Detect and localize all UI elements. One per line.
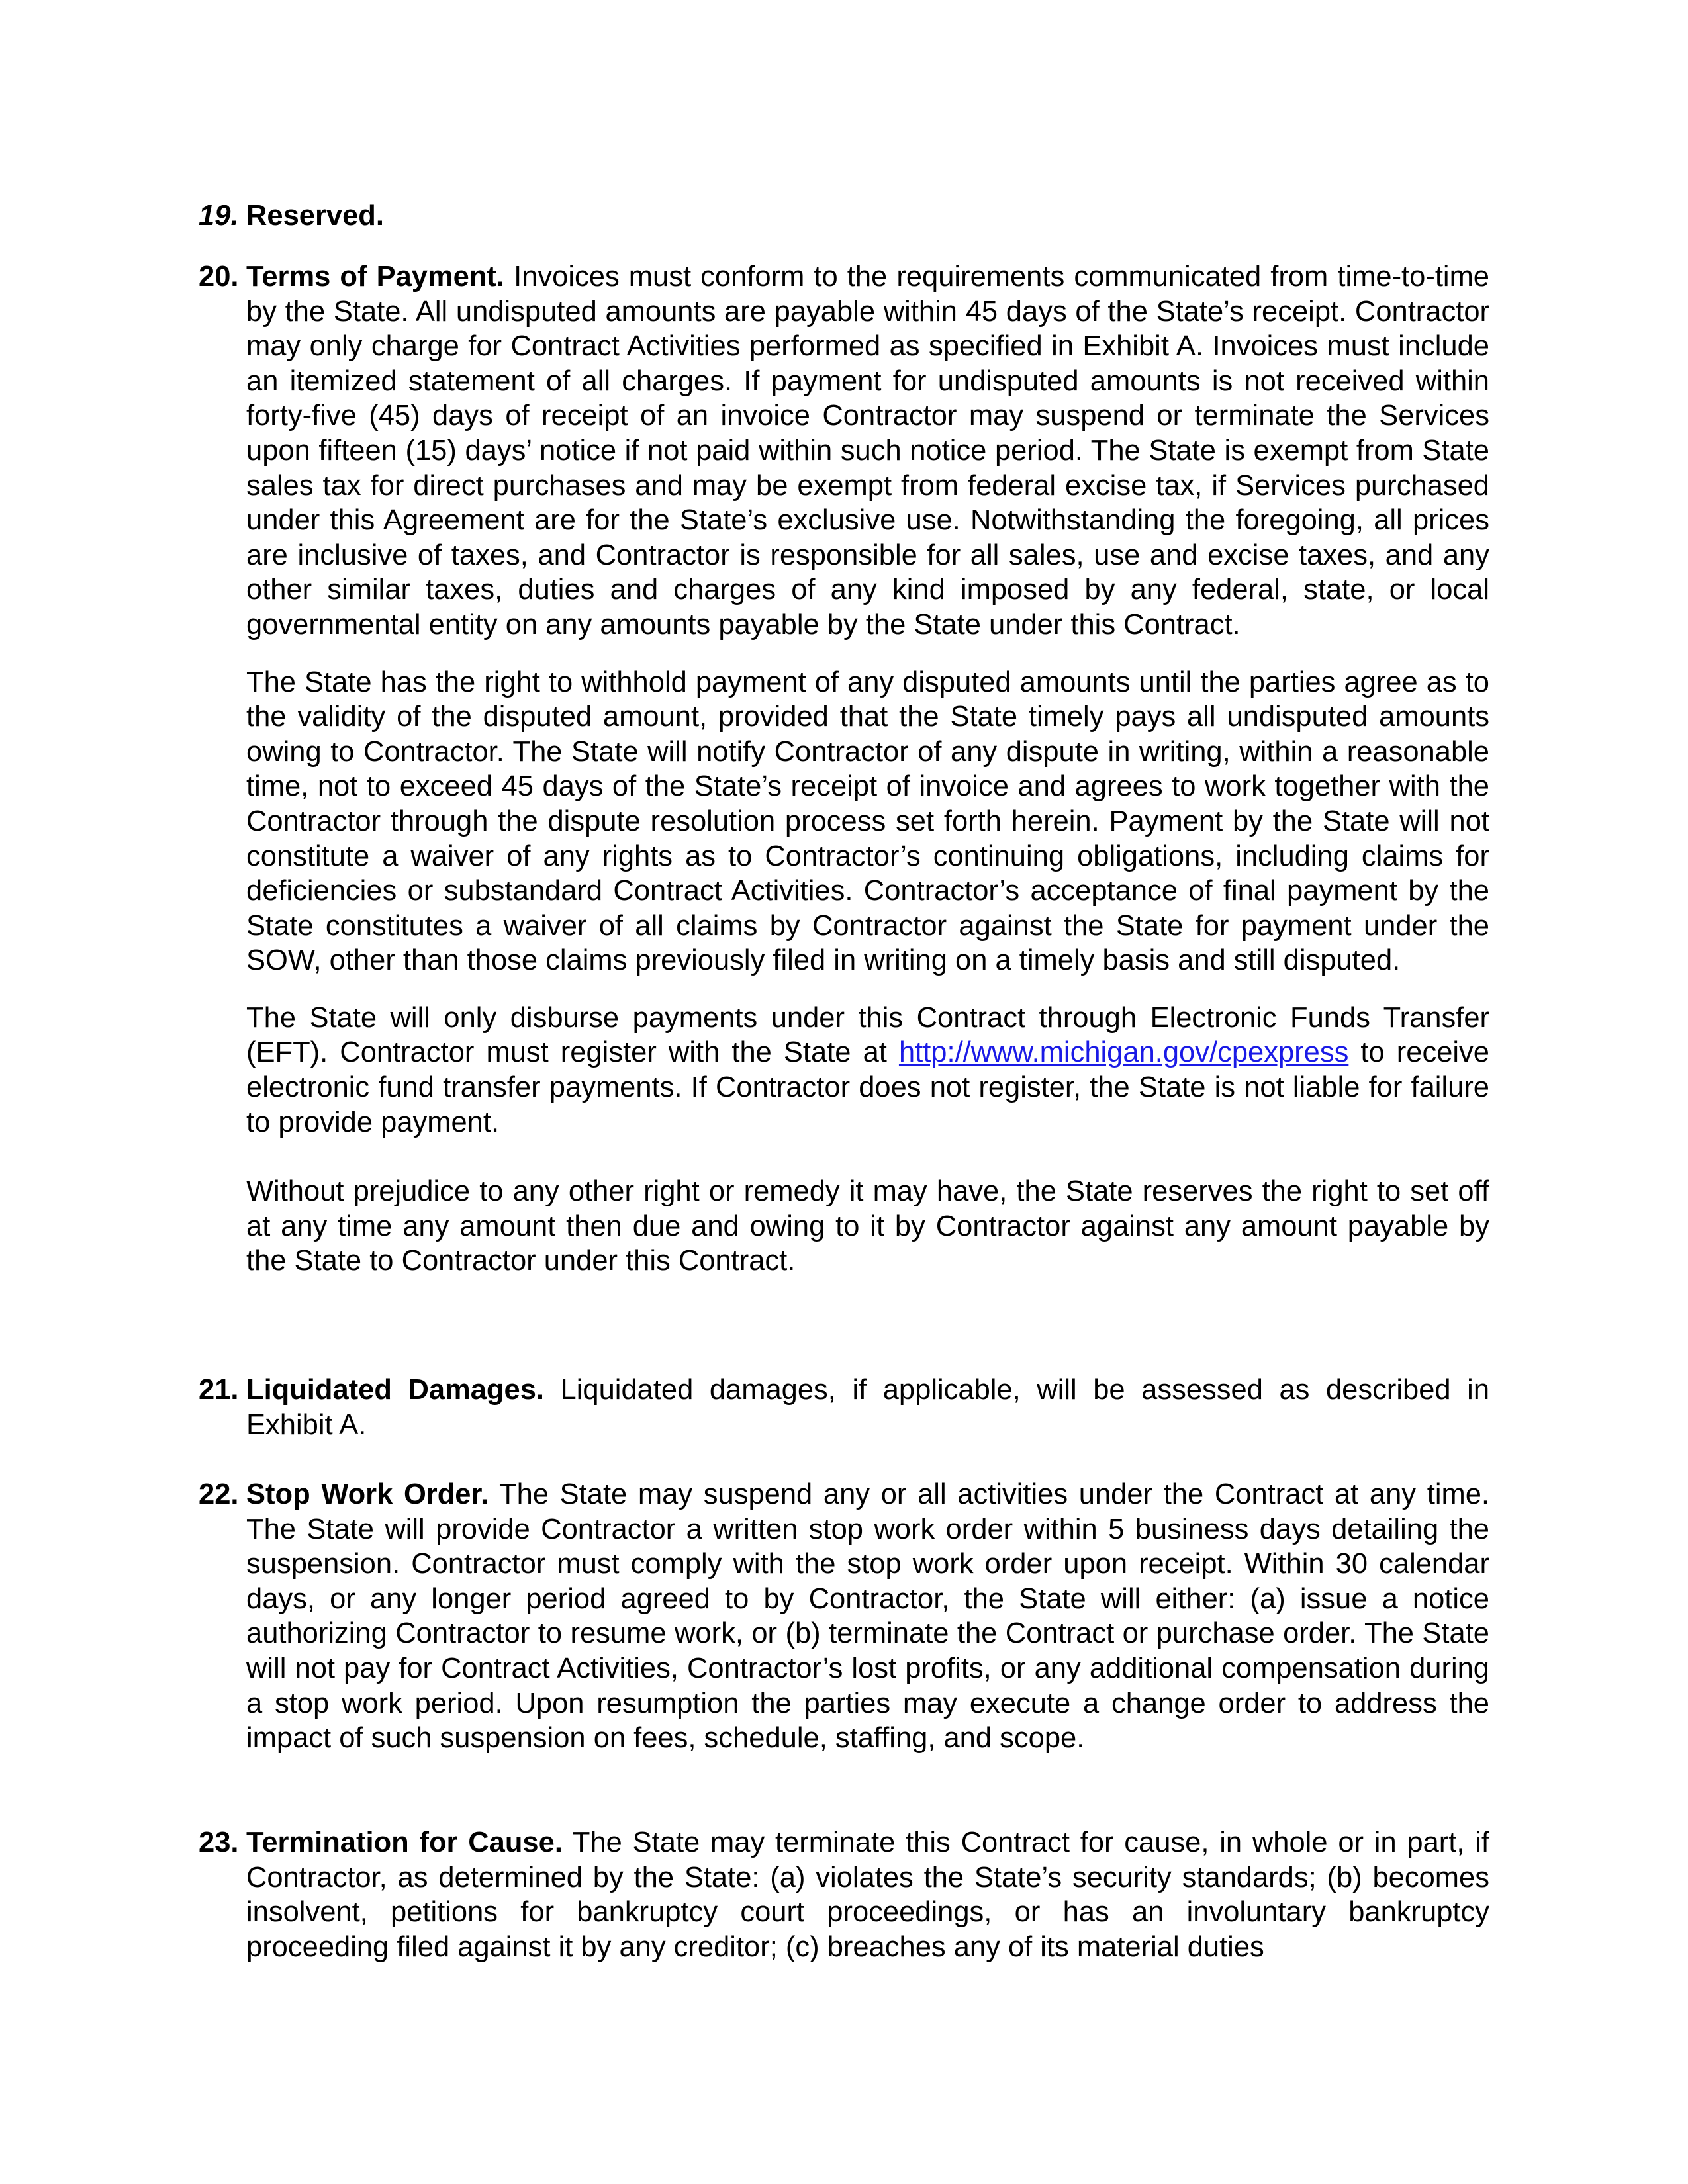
section-23 bbox=[199, 1825, 1489, 1964]
paragraph-text: The State will only disburse payments under this Contract through Electronic Funds Transfer (EFT). Contractor must register with the State at bbox=[246, 1001, 1489, 1069]
paragraph-text: The State may suspend any or all activities under the Contract at any time. The State will provide Contractor a written stop work order within 5 business days detailing the suspension. Contractor must comply with the stop work order upon receipt. Within 30 calendar days, or any longer period agreed to by Contractor, the State will either: (a) issue a notice authorizing Contractor to resume work, or (b) terminate the Contract or purchase order. The State will not pay for Contract Activities, Contractor’s lost profits, or any additional compensation during a stop work period. Upon resumption the parties may execute a change order to address the impact of such suspension on fees, schedule, staffing, and scope. bbox=[246, 1479, 1489, 1754]
section-number: 20. bbox=[199, 261, 239, 293]
section-20 bbox=[199, 259, 1489, 1279]
section-paragraph bbox=[246, 1477, 1489, 1756]
section-number: 21. bbox=[199, 1374, 239, 1406]
section-title: Liquidated Damages. bbox=[246, 1374, 544, 1406]
section-paragraph bbox=[246, 259, 1489, 643]
section-paragraph bbox=[246, 1825, 1489, 1964]
paragraph-text: Without prejudice to any other right or remedy it may have, the State reserves the right to set off at any time any amount then due and owing to it by Contractor against any amount payable by the State to Contractor under this Contract. bbox=[246, 1175, 1489, 1277]
section-number: 23. bbox=[199, 1827, 239, 1858]
section-19 bbox=[199, 199, 1489, 234]
section-22 bbox=[199, 1477, 1489, 1756]
paragraph-text: Invoices must conform to the requirements communicated from time-to-time by the State. All undisputed amounts are payable within 45 days of the State’s receipt. Contractor may only charge for Contract Activities performed as specified in Exhibit A. Invoices must include an itemized statement of all charges. If payment for undisputed amounts is not received within forty-five (45) days of receipt of an invoice Contractor may suspend or terminate the Services upon fifteen (15) days’ notice if not paid within such notice period. The State is exempt from State sales tax for direct purchases and may be exempt from federal excise tax, if Services purchased under this Agreement are for the State’s exclusive use. Notwithstanding the foregoing, all prices are inclusive of taxes, and Contractor is responsible for all sales, use and excise taxes, and any other similar taxes, duties and charges of any kind imposed by any federal, state, or local governmental entity on any amounts payable by the State under this Contract. bbox=[246, 261, 1489, 641]
section-21 bbox=[199, 1373, 1489, 1442]
section-number: 22. bbox=[199, 1479, 239, 1510]
paragraph-text: Liquidated damages, if applicable, will be assessed as described in Exhibit A. bbox=[246, 1374, 1490, 1441]
section-paragraph bbox=[246, 1373, 1489, 1442]
section-paragraph bbox=[246, 1001, 1489, 1140]
section-title: Termination for Cause. bbox=[246, 1827, 563, 1858]
cpexpress-link[interactable]: http://www.michigan.gov/cpexpress bbox=[898, 1036, 1349, 1069]
section-title: Reserved. bbox=[246, 200, 384, 232]
section-title: Stop Work Order. bbox=[246, 1479, 489, 1510]
section-title: Terms of Payment. bbox=[246, 261, 505, 293]
paragraph-text: to receive electronic fund transfer payments. If Contractor does not register, the State is not liable for failure to provide payment. bbox=[246, 1036, 1489, 1138]
section-number: 19. bbox=[199, 200, 239, 232]
paragraph-text: The State has the right to withhold payment of any disputed amounts until the parties agree as to the validity of the disputed amount, provided that the State timely pays all undisputed amounts owing to Contractor. The State will notify Contractor of any dispute in writing, within a reasonable time, not to exceed 45 days of the State’s receipt of invoice and agrees to work together with the Contractor through the dispute resolution process set forth herein. Payment by the State will not constitute a waiver of any rights as to Contractor’s continuing obligations, including claims for deficiencies or substandard Contract Activities. Contractor’s acceptance of final payment by the State constitutes a waiver of all claims by Contractor against the State for payment under the SOW, other than those claims previously filed in writing on a timely basis and still disputed. bbox=[246, 666, 1489, 977]
paragraph-text: The State may terminate this Contract for cause, in whole or in part, if Contractor, as determined by the State: (a) violates the State’s security standards; (b) becomes insolvent, petitions for bankruptcy court proceedings, or has an involuntary bankruptcy proceeding filed against it by any creditor; (c) breaches any of its material duties bbox=[246, 1827, 1489, 1963]
